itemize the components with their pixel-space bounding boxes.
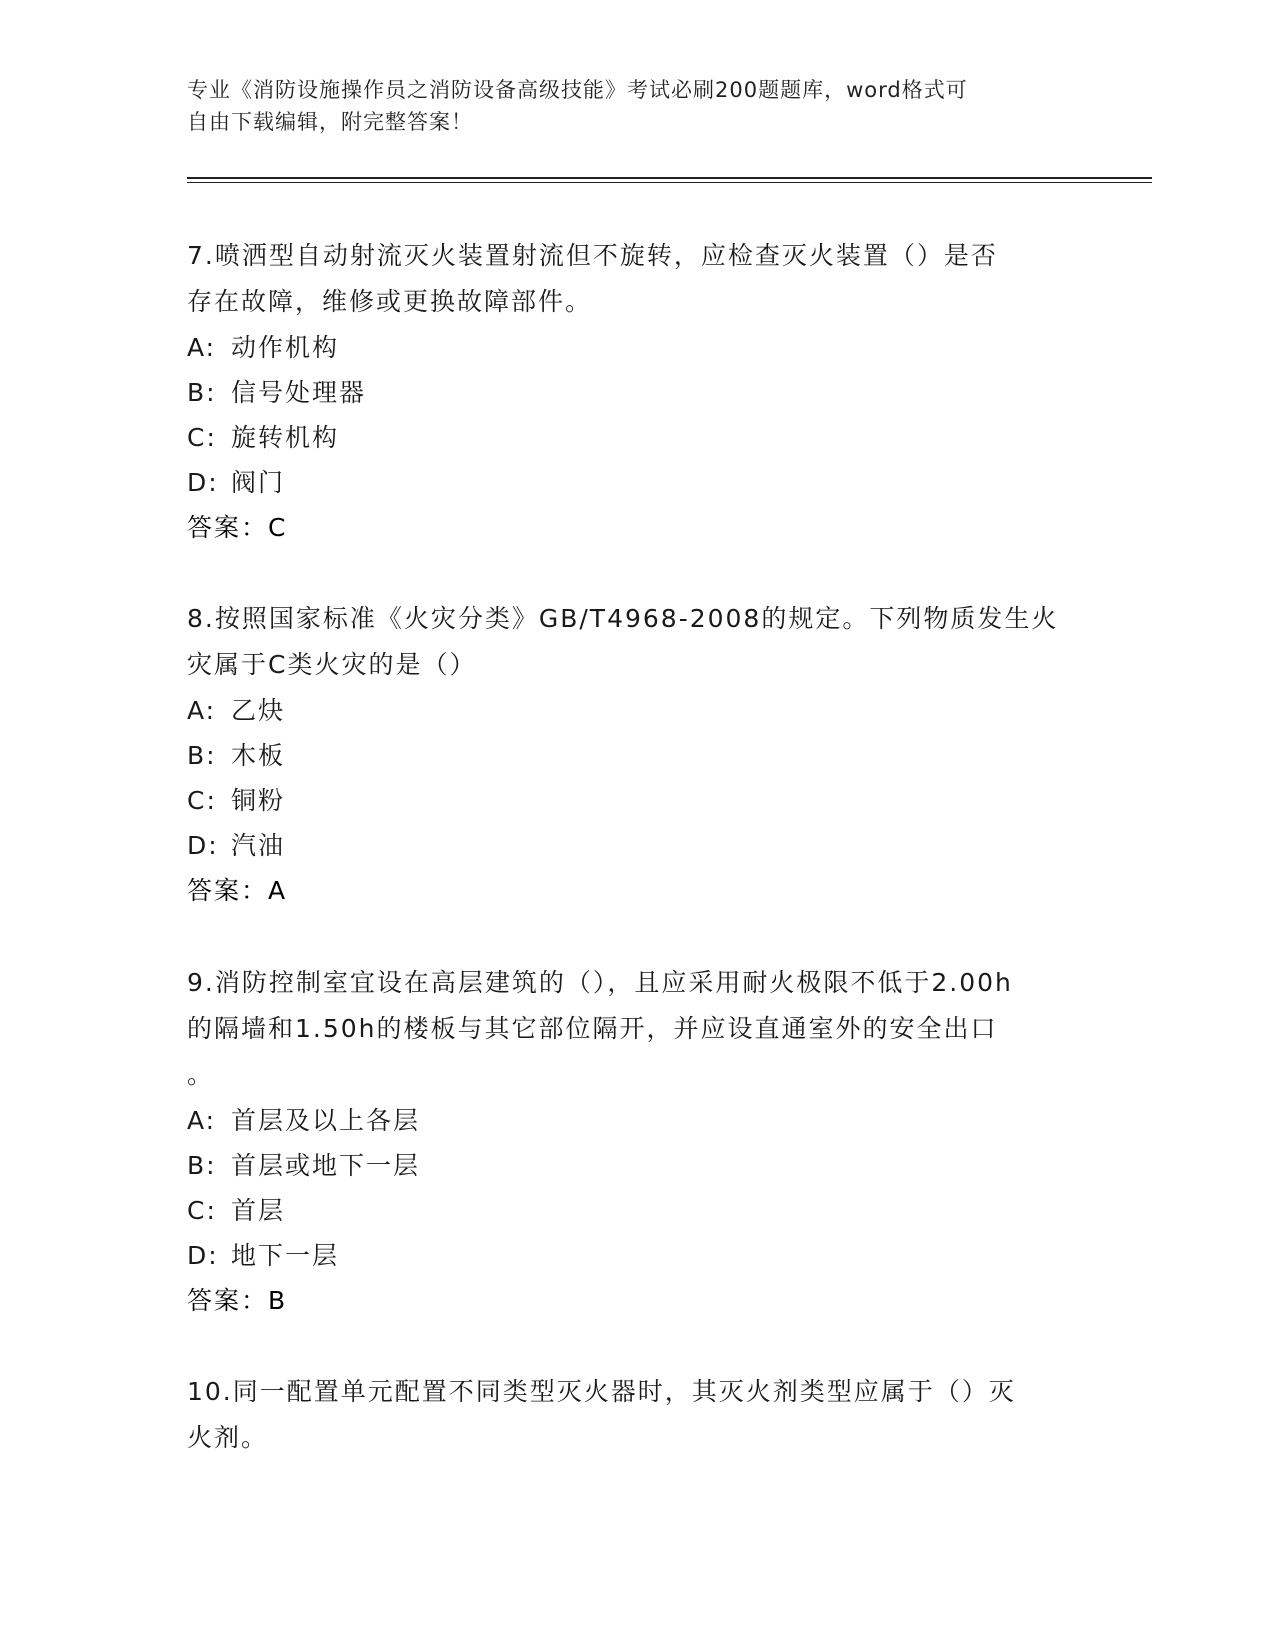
question-text-line: 存在故障，维修或更换故障部件。 <box>187 287 593 316</box>
option-letter: B: <box>187 741 217 770</box>
option-c <box>187 415 1087 460</box>
option-d <box>187 823 1087 868</box>
header-divider-thick <box>187 177 1152 179</box>
option-c <box>187 778 1087 823</box>
option-letter: C: <box>187 1196 217 1225</box>
option-text: 木板 <box>231 741 286 770</box>
option-text: 首层或地下一层 <box>231 1151 421 1180</box>
option-text: 首层 <box>231 1196 286 1225</box>
question-text-line: 8.按照国家标准《火灾分类》GB/T4968-2008的规定。下列物质发生火 <box>187 604 1059 633</box>
question-text-line: 的隔墙和1.50h的楼板与其它部位隔开，并应设直通室外的安全出口 <box>187 1014 998 1043</box>
option-letter: A: <box>187 333 217 362</box>
header-line-1: 专业《消防设施操作员之消防设备高级技能》考试必刷200题题库，word格式可 <box>187 78 968 102</box>
question-9 <box>187 960 1087 1323</box>
option-letter: B: <box>187 378 217 407</box>
option-letter: D: <box>187 831 219 860</box>
document-header <box>187 74 1087 138</box>
question-text-line: 7.喷洒型自动射流灭火装置射流但不旋转，应检查灭火装置（）是否 <box>187 241 998 270</box>
answer: 答案：B <box>187 1286 288 1315</box>
option-text: 乙炔 <box>231 696 286 725</box>
question-text-line: 10.同一配置单元配置不同类型灭火器时，其灭火剂类型应属于（）灭 <box>187 1377 1016 1406</box>
option-d <box>187 460 1087 505</box>
option-text: 铜粉 <box>231 786 286 815</box>
option-b <box>187 370 1087 415</box>
option-text: 旋转机构 <box>231 423 340 452</box>
option-letter: B: <box>187 1151 217 1180</box>
option-text: 阀门 <box>231 468 286 497</box>
question-text-line: 灾属于C类火灾的是（） <box>187 650 477 679</box>
option-a <box>187 325 1087 370</box>
option-a <box>187 688 1087 733</box>
option-letter: C: <box>187 423 217 452</box>
question-10 <box>187 1369 1087 1461</box>
question-text-line: 火剂。 <box>187 1423 269 1452</box>
answer: 答案：A <box>187 876 288 905</box>
option-text: 地下一层 <box>231 1241 340 1270</box>
option-text: 首层及以上各层 <box>231 1106 421 1135</box>
option-d <box>187 1233 1087 1278</box>
header-line-2: 自由下载编辑，附完整答案！ <box>187 110 473 134</box>
option-c <box>187 1188 1087 1233</box>
question-text-line: 。 <box>187 1060 215 1089</box>
option-letter: D: <box>187 1241 219 1270</box>
answer: 答案：C <box>187 513 288 542</box>
question-text-line: 9.消防控制室宜设在高层建筑的（），且应采用耐火极限不低于2.00h <box>187 968 1013 997</box>
option-a <box>187 1098 1087 1143</box>
option-text: 动作机构 <box>231 333 340 362</box>
option-letter: A: <box>187 1106 217 1135</box>
option-b <box>187 733 1087 778</box>
option-text: 信号处理器 <box>231 378 367 407</box>
header-divider-thin <box>187 182 1152 183</box>
option-b <box>187 1143 1087 1188</box>
option-letter: C: <box>187 786 217 815</box>
option-letter: A: <box>187 696 217 725</box>
option-letter: D: <box>187 468 219 497</box>
question-7 <box>187 233 1087 550</box>
option-text: 汽油 <box>231 831 286 860</box>
question-8 <box>187 596 1087 913</box>
